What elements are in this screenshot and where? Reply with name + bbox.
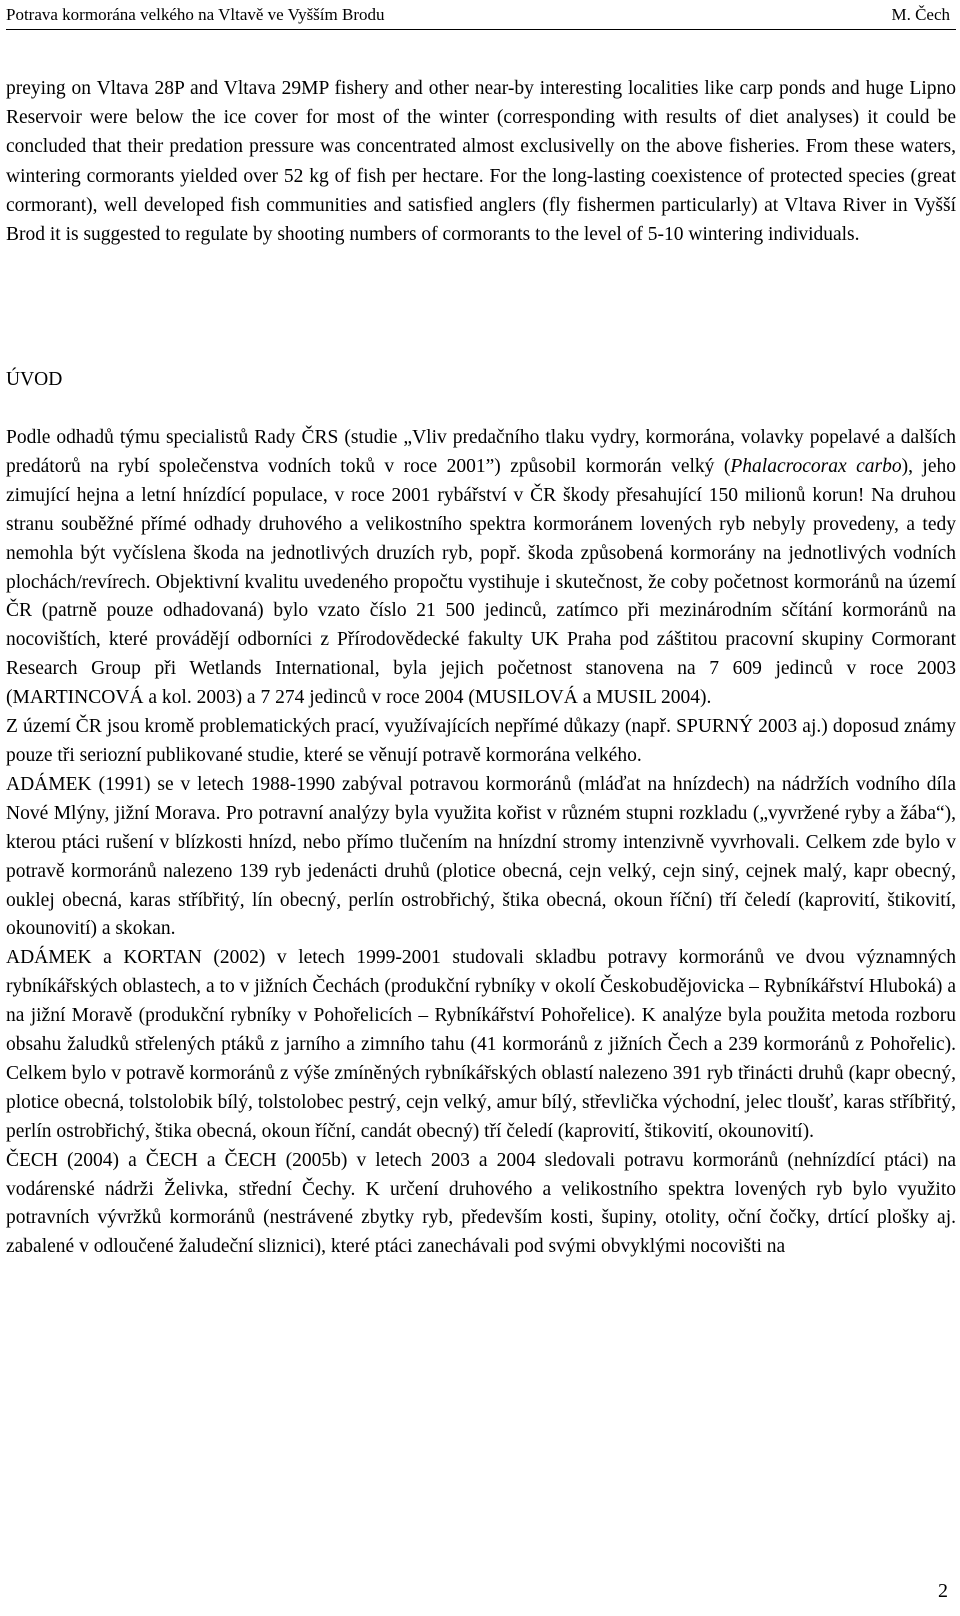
body-text (6, 424, 956, 1262)
page-header (6, 3, 956, 30)
paragraph-1 (6, 424, 956, 713)
section-heading: ÚVOD (6, 369, 63, 390)
paragraph-5: ČECH (2004) a ČECH a ČECH (2005b) v letech 2003 a 2004 sledovali potravu kormoránů (nehnízdící ptáci) na vodárenské nádrži Želivka, střední Čechy. K určení druhového a velikostního spektra lovených ryb bylo využito potravních vývržků kormoránů (nestrávené zbytky ryb, především kosti, šupiny, otolity, oční čočky, drtící plošky aj. zabalené v odloučené žaludeční sliznici), které ptáci zanechávali pod svými obvyklými nocovišti na (6, 1149, 956, 1258)
abstract-block (6, 74, 956, 249)
latin-name: Phalacrocorax carbo (730, 455, 902, 477)
paragraph-1-part-b: ), jeho zimující hejna a letní hnízdící populace, v roce 2001 rybářství v ČR škody přesahující 150 milionů korun! Na druhou stranu souběžné přímé odhady druhového a velikostního spektra kormoránem lovených ryb nebyly provedeny, a tedy nemohla být vyčíslena škoda na jednotlivých druzích ryb, popř. škoda způsobená kormorány na jednotlivých vodních plochách/revírech. Objektivní kvalitu uvedeného propočtu vystihuje i skutečnost, že coby početnost kormoránů na území ČR (patrně pouze odhadovaná) bylo vzato číslo 21 500 jedinců, zatímco při mezinárodním sčítání kormoránů na nocovištích, které provádějí odborníci z Přírodovědecké fakulty UK Praha pod záštitou pracovní skupiny Cormorant Research Group při Wetlands International, byla jejich početnost stanovena na 7 609 jedinců v roce 2003 (MARTINCOVÁ a kol. 2003) a 7 274 jedinců v roce 2004 (MUSILOVÁ a MUSIL 2004). (6, 455, 956, 709)
running-title: Potrava kormorána velkého na Vltavě ve Vyšším Brodu (6, 5, 385, 24)
running-author: M. Čech (891, 5, 950, 24)
abstract-paragraph: preying on Vltava 28P and Vltava 29MP fishery and other near-by interesting localities like carp ponds and huge Lipno Reservoir were below the ice cover for most of the winter (corresponding with results of diet analyses) it could be concluded that their predation pressure was concentrated almost exclusivelly on the above fisheries. From these waters, wintering cormorants yielded over 52 kg of fish per hectare. For the long-lasting coexistence of protected species (great cormorant), well developed fish communities and satisfied anglers (fly fishermen particularly) at Vltava River in Vyšší Brod it is suggested to regulate by shooting numbers of cormorants to the level of 5-10 wintering individuals. (6, 78, 956, 246)
page-number: 2 (938, 1580, 948, 1602)
paragraph-4: ADÁMEK a KORTAN (2002) v letech 1999-2001 studovali skladbu potravy kormoránů ve dvou významných rybníkářských oblastech, a to v jižních Čechách (produkční rybníky v okolí Českobudějovicka – Rybníkářství Hluboká) a na jižní Moravě (produkční rybníky v Pohořelicích – Rybníkářství Pohořelice). K analýze byla použita metoda rozboru obsahu žaludků střelených ptáků z jarního a zimního tahu (41 kormoránů z jižních Čech a 239 kormoránů z Pohořelic). Celkem bylo v potravě kormoránů z výše zmíněných rybníkářských oblastí nalezeno 391 ryb třinácti druhů (kapr obecný, plotice obecná, tolstolobik bílý, tolstolobec pestrý, cejn velký, amur bílý, střevlička východní, jelec tloušť, karas stříbřitý, perlín ostrobřichý, štika obecná, okoun říční, candát obecný) tří čeledí (kaprovití, štikovití, okounovití). (6, 947, 956, 1142)
paragraph-1-part-a: Podle odhadů týmu specialistů Rady ČRS (studie „Vliv predačního tlaku vydry, kormorána, volavky popelavé a dalších predátorů na rybí společenstva vodních toků v roce 2001”) způsobil kormorán velký ( (6, 427, 956, 477)
paragraph-2: Z území ČR jsou kromě problematických prací, využívajících nepřímé důkazy (např. SPURNÝ 2003 aj.) doposud známy pouze tři seriozní publikované studie, které se věnují potravě kormorána velkého. (6, 716, 956, 766)
paragraph-3: ADÁMEK (1991) se v letech 1988-1990 zabýval potravou kormoránů (mláďat na hnízdech) na nádržích vodního díla Nové Mlýny, jižní Morava. Pro potravní analýzy byla využita kořist v různém stupni rozkladu („vyvržené ryby a žába“), kterou ptáci rušení v blízkosti hnízd, nebo přímo tlučením na hnízdní stromy intenzivně vyvrhovali. Celkem zde bylo v potravě kormoránů nalezeno 139 ryb jedenácti druhů (plotice obecná, cejn velký, cejn siný, cejnek malý, kapr obecný, ouklej obecná, karas stříbřitý, lín obecný, perlín ostrobřichý, štika obecná, okoun říční) tří čeledí (kaprovití, štikovití, okounovití) a skokan. (6, 773, 956, 940)
